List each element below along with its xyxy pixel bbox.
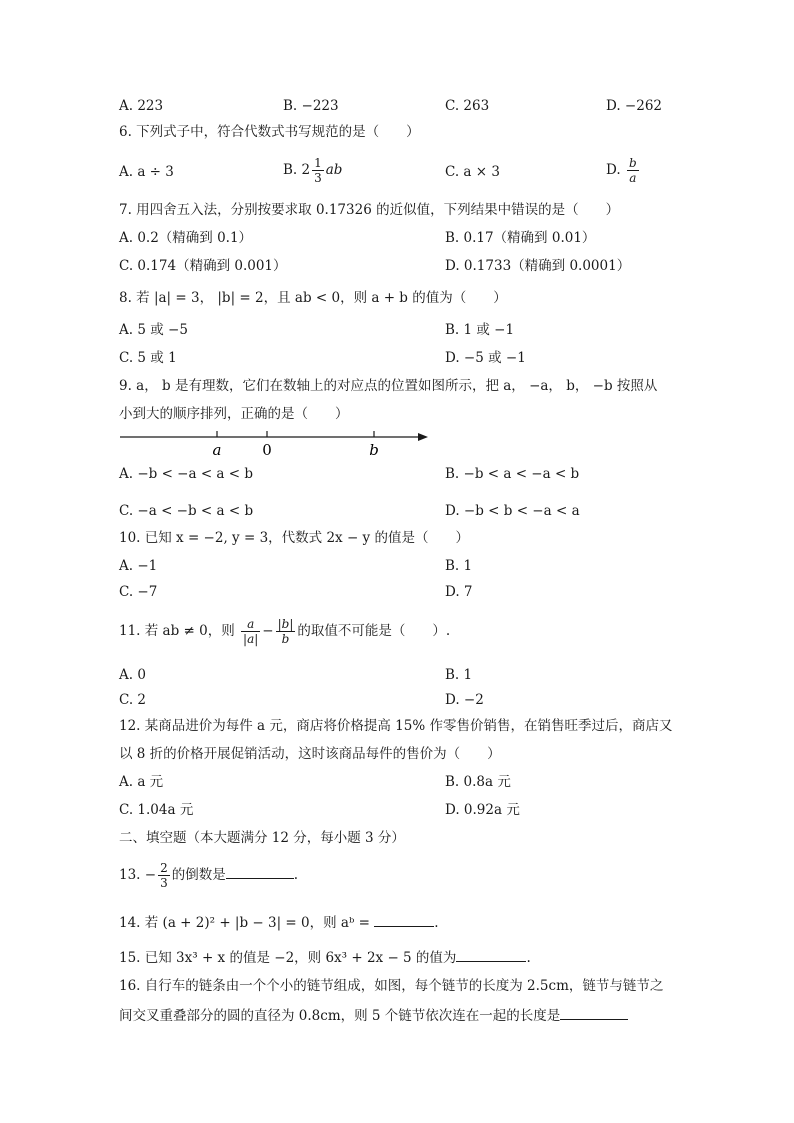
q16-line1: 16. 自行车的链条由一个个小的链节组成，如图，每个链节的长度为 2.5cm，链节与链节之 bbox=[119, 978, 664, 994]
q11-f1-den: |a| bbox=[243, 632, 259, 646]
q7-option-b: B. 0.17（精确到 0.01） bbox=[445, 230, 596, 246]
q15 bbox=[119, 947, 531, 967]
q12-stem-line2: 以 8 折的价格开展促销活动，这时该商品每件的售价为（ ） bbox=[119, 746, 501, 762]
q9-stem-line2: 小到大的顺序排列，正确的是（ ） bbox=[119, 406, 349, 422]
q11-option-b: B. 1 bbox=[445, 667, 473, 683]
q6-option-d-fraction bbox=[627, 156, 639, 185]
q8-option-a: A. 5 或 −5 bbox=[119, 322, 188, 338]
q12-option-c: C. 1.04a 元 bbox=[119, 802, 194, 818]
q7-option-d: D. 0.1733（精确到 0.0001） bbox=[445, 258, 631, 274]
q6-option-d bbox=[606, 152, 641, 188]
q12-option-d: D. 0.92a 元 bbox=[445, 802, 520, 818]
q6-option-c: C. a × 3 bbox=[445, 164, 500, 180]
q16-answer-blank[interactable] bbox=[560, 1005, 628, 1020]
q11-minus: − bbox=[262, 623, 274, 639]
q13-suffix: 的倒数是 bbox=[171, 867, 226, 883]
number-line-label-zero: 0 bbox=[262, 441, 272, 459]
q5-option-a: A. 223 bbox=[119, 98, 164, 114]
q11-f2-num: |b| bbox=[277, 617, 294, 631]
section-2-heading: 二、填空题（本大题满分 12 分，每小题 3 分） bbox=[119, 830, 405, 846]
q13-prefix: 13. − bbox=[119, 867, 157, 883]
q6-b-frac-num: 1 bbox=[314, 156, 322, 170]
number-line-label-b: b bbox=[369, 441, 379, 459]
q6-d-frac-num: b bbox=[628, 156, 637, 170]
q14-end: . bbox=[434, 915, 439, 931]
q6-option-a: A. a ÷ 3 bbox=[119, 164, 174, 180]
q13 bbox=[119, 856, 298, 894]
q8-option-c: C. 5 或 1 bbox=[119, 350, 177, 366]
q15-end: . bbox=[526, 950, 531, 966]
q16-line2 bbox=[119, 1005, 628, 1025]
q6-option-b-suffix: ab bbox=[325, 162, 343, 178]
q13-frac-den: 3 bbox=[160, 876, 168, 890]
q6-stem: 6. 下列式子中，符合代数式书写规范的是（ ） bbox=[119, 124, 420, 140]
q12-option-a: A. a 元 bbox=[119, 774, 164, 790]
q9-option-b: B. −b < a < −a < b bbox=[445, 466, 580, 482]
q6-d-frac-den: a bbox=[627, 170, 639, 185]
q11-option-a: A. 0 bbox=[119, 667, 146, 683]
q6-b-frac-den: 3 bbox=[314, 171, 322, 185]
q14 bbox=[119, 912, 439, 932]
q16-line2-text: 间交叉重叠部分的圆的直径为 0.8cm，则 5 个链节依次连在一起的长度是 bbox=[119, 1008, 561, 1024]
q11-option-d: D. −2 bbox=[445, 692, 484, 708]
q14-answer-blank[interactable] bbox=[374, 912, 434, 927]
q6-option-d-prefix: D. bbox=[606, 162, 621, 178]
q8-option-b: B. 1 或 −1 bbox=[445, 322, 515, 338]
q8-stem: 8. 若 |a| = 3， |b| = 2，且 ab < 0，则 a + b 的值为（ ） bbox=[119, 290, 507, 306]
number-line-arrow bbox=[418, 433, 428, 441]
q10-option-c: C. −7 bbox=[119, 584, 158, 600]
q11-stem-prefix: 11. 若 ab ≠ 0，则 bbox=[119, 623, 235, 639]
q11-f2-den: b bbox=[276, 631, 296, 646]
q7-option-a: A. 0.2（精确到 0.1） bbox=[119, 230, 253, 246]
q8-option-d: D. −5 或 −1 bbox=[445, 350, 526, 366]
q9-stem-line1: 9. a， b 是有理数，它们在数轴上的对应点的位置如图所示，把 a， −a， b， −b 按照从 bbox=[119, 378, 658, 394]
q13-answer-blank[interactable] bbox=[226, 864, 294, 879]
q6-option-b bbox=[283, 152, 342, 188]
q11-stem bbox=[119, 612, 450, 650]
q6-option-b-prefix: B. 2 bbox=[283, 162, 311, 178]
q10-option-d: D. 7 bbox=[445, 584, 473, 600]
q12-stem-line1: 12. 某商品进价为每件 a 元，商店将价格提高 15% 作零售价销售，在销售旺季过后，商店又 bbox=[119, 718, 673, 734]
q10-option-a: A. −1 bbox=[119, 558, 158, 574]
q5-option-c: C. 263 bbox=[445, 98, 490, 114]
q10-stem: 10. 已知 x = −2, y = 3，代数式 2x − y 的值是（ ） bbox=[119, 530, 469, 546]
q5-option-d: D. −262 bbox=[606, 98, 663, 114]
number-line-figure bbox=[118, 425, 438, 461]
q9-option-c: C. −a < −b < a < b bbox=[119, 503, 254, 519]
q13-fraction bbox=[158, 861, 170, 890]
q10-option-b: B. 1 bbox=[445, 558, 473, 574]
q15-answer-blank[interactable] bbox=[456, 947, 526, 962]
q11-stem-suffix: 的取值不可能是（ ）. bbox=[297, 623, 451, 639]
q6-option-b-fraction bbox=[312, 156, 324, 185]
q7-option-c: C. 0.174（精确到 0.001） bbox=[119, 258, 287, 274]
q5-option-b: B. −223 bbox=[283, 98, 339, 114]
q11-f1-num: a bbox=[247, 617, 255, 631]
q12-option-b: B. 0.8a 元 bbox=[445, 774, 511, 790]
q7-stem: 7. 用四舍五入法，分别按要求取 0.17326 的近似值，下列结果中错误的是（ ） bbox=[119, 202, 620, 218]
q15-text: 15. 已知 3x³ + x 的值是 −2，则 6x³ + 2x − 5 的值为 bbox=[119, 950, 457, 966]
q9-option-a: A. −b < −a < a < b bbox=[119, 466, 254, 482]
q11-fraction-2 bbox=[276, 617, 296, 646]
number-line-label-a: a bbox=[212, 441, 222, 459]
q14-text: 14. 若 (a + 2)² + |b − 3| = 0，则 aᵇ = bbox=[119, 915, 370, 931]
q11-option-c: C. 2 bbox=[119, 692, 147, 708]
q11-fraction-1 bbox=[241, 617, 260, 646]
q9-option-d: D. −b < b < −a < a bbox=[445, 503, 580, 519]
q13-frac-num: 2 bbox=[160, 861, 168, 875]
q13-end: . bbox=[293, 867, 299, 883]
